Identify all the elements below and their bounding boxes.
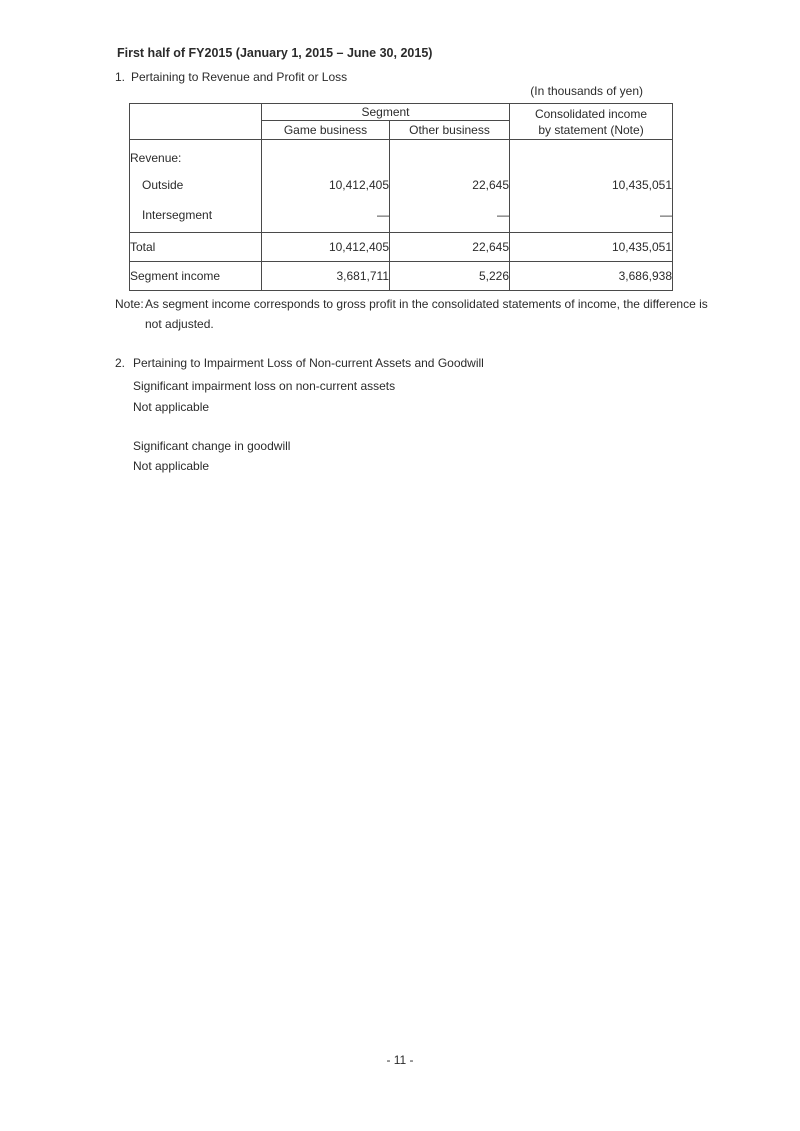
note-label: Note: <box>115 297 144 311</box>
impairment-loss-heading: Significant impairment loss on non-current assets <box>133 379 396 393</box>
intersegment-game-value: — <box>377 208 389 222</box>
outside-label: Outside <box>142 178 184 192</box>
total-row <box>130 233 673 262</box>
table-corner-cell <box>130 104 262 140</box>
revenue-game-cell <box>262 140 390 233</box>
segment-income-row <box>130 262 673 291</box>
blank-line <box>510 140 672 170</box>
note-text: As segment income corresponds to gross profit in the consolidated statements of income, the difference is not adjusted. <box>145 297 708 331</box>
outside-game-value: 10,412,405 <box>328 178 389 192</box>
table-header-row-1 <box>130 104 673 121</box>
segment-income-game-value: 3,681,711 <box>262 262 390 291</box>
section1-number: 1. <box>115 70 126 84</box>
blank-line <box>262 140 389 170</box>
outside-consolidated-value: 10,435,051 <box>611 178 672 192</box>
segment-income-consolidated-value: 3,686,938 <box>510 262 673 291</box>
impairment-loss-value: Not applicable <box>133 400 210 414</box>
segment-information-table <box>129 103 673 291</box>
unit-of-measure-note: (In thousands of yen) <box>530 84 643 98</box>
blank-line <box>390 140 509 170</box>
section2-heading <box>115 356 484 370</box>
total-other-value: 22,645 <box>390 233 510 262</box>
goodwill-change-value: Not applicable <box>133 459 210 473</box>
game-business-column-header: Game business <box>262 121 390 140</box>
page-number: - 11 - <box>386 1053 414 1067</box>
section2-heading-text: Pertaining to Impairment Loss of Non-current Assets and Goodwill <box>133 356 484 370</box>
section1-heading-text: Pertaining to Revenue and Profit or Loss <box>131 70 348 84</box>
revenue-block-row <box>130 140 673 233</box>
revenue-labels-cell <box>130 140 262 233</box>
consolidated-income-header-line2: by statement (Note) <box>538 122 644 137</box>
outside-other-value: 22,645 <box>472 178 509 192</box>
goodwill-change-heading: Significant change in goodwill <box>133 439 291 453</box>
table-note <box>115 294 721 334</box>
other-business-column-header: Other business <box>390 121 510 140</box>
consolidated-income-header-line1: Consolidated income <box>534 106 648 121</box>
section1-heading <box>115 70 347 84</box>
revenue-label: Revenue: <box>130 151 182 165</box>
total-consolidated-value: 10,435,051 <box>510 233 673 262</box>
revenue-consolidated-cell <box>510 140 673 233</box>
revenue-other-cell <box>390 140 510 233</box>
section2-number: 2. <box>115 356 126 370</box>
consolidated-income-header <box>510 104 673 140</box>
intersegment-consolidated-value: — <box>660 208 672 222</box>
intersegment-other-value: — <box>497 208 509 222</box>
segment-income-other-value: 5,226 <box>390 262 510 291</box>
segment-income-label: Segment income <box>130 262 262 291</box>
page-title: First half of FY2015 (January 1, 2015 – June 30, 2015) <box>117 46 433 60</box>
total-label: Total <box>130 233 262 262</box>
total-game-value: 10,412,405 <box>262 233 390 262</box>
intersegment-label: Intersegment <box>142 208 213 222</box>
segment-group-header: Segment <box>262 104 510 121</box>
